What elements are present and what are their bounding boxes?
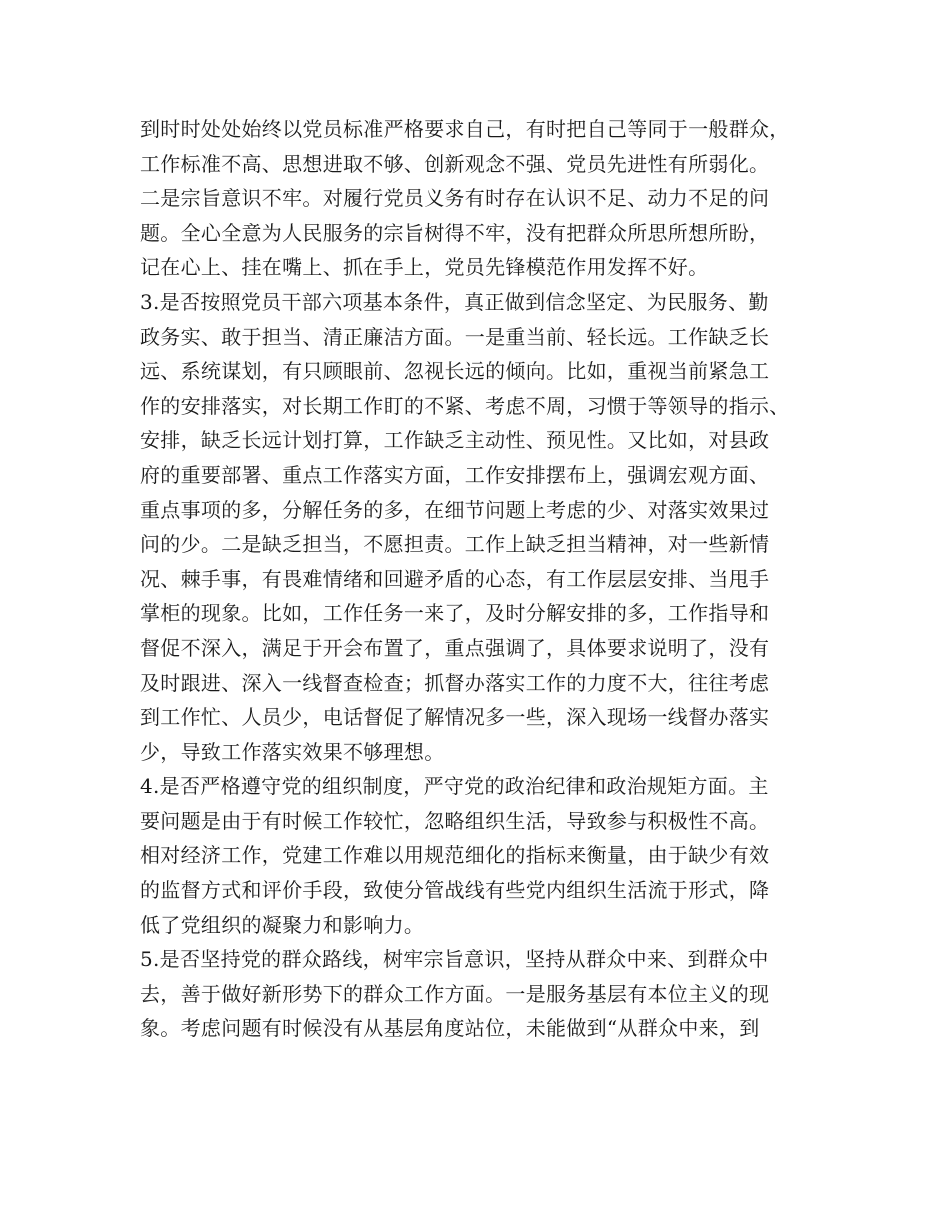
text-line: 掌柜的现象。比如，工作任务一来了，及时分解安排的多，工作指导和: [140, 601, 770, 626]
text-line: 工作标准不高、思想进取不够、创新观念不强、党员先进性有所弱化。: [140, 151, 770, 176]
text-line: 4.是否严格遵守党的组织制度，严守党的政治纪律和政治规矩方面。主: [140, 774, 769, 799]
text-line: 5.是否坚持党的群众路线，树牢宗旨意识，坚持从群众中来、到群众中: [140, 947, 769, 972]
text-line: 要问题是由于有时候工作较忙，忽略组织生活，导致参与积极性不高。: [140, 808, 770, 833]
text-line: 3.是否按照党员干部六项基本条件，真正做到信念坚定、为民服务、勤: [140, 289, 769, 314]
text-line: 重点事项的多，分解任务的多，在细节问题上考虑的少、对落实效果过: [140, 497, 770, 522]
text-line: 问的少。二是缺乏担当，不愿担责。工作上缺乏担当精神，对一些新情: [140, 532, 770, 557]
text-line: 府的重要部署、重点工作落实方面，工作安排摆布上，强调宏观方面、: [140, 462, 770, 487]
text-line: 记在心上、挂在嘴上、抓在手上，党员先锋模范作用发挥不好。: [140, 255, 709, 280]
text-line: 的监督方式和评价手段，致使分管战线有些党内组织生活流于形式，降: [140, 878, 770, 903]
text-line: 题。全心全意为人民服务的宗旨树得不牢，没有把群众所思所想所盼，: [140, 220, 770, 245]
text-line: 低了党组织的凝聚力和影响力。: [140, 912, 425, 937]
text-line: 相对经济工作，党建工作难以用规范细化的指标来衡量，由于缺少有效: [140, 843, 770, 868]
text-line: 到工作忙、人员少，电话督促了解情况多一些，深入现场一线督办落实: [140, 705, 770, 730]
text-line: 少，导致工作落实效果不够理想。: [140, 739, 445, 764]
text-line: 及时跟进、深入一线督查检查；抓督办落实工作的力度不大，往往考虑: [140, 670, 770, 695]
text-line: 况、棘手事，有畏难情绪和回避矛盾的心态，有工作层层安排、当甩手: [140, 566, 770, 591]
text-line: 作的安排落实，对长期工作盯的不紧、考虑不周，习惯于等领导的指示、: [140, 393, 790, 418]
body-text: [140, 112, 830, 1046]
text-line: 安排，缺乏长远计划打算，工作缺乏主动性、预见性。又比如，对县政: [140, 428, 770, 453]
text-line: 二是宗旨意识不牢。对履行党员义务有时存在认识不足、动力不足的问: [140, 186, 770, 211]
text-line: 远、系统谋划，有只顾眼前、忽视长远的倾向。比如，重视当前紧急工: [140, 359, 770, 384]
text-line: 督促不深入，满足于开会布置了，重点强调了，具体要求说明了，没有: [140, 635, 770, 660]
text-line: 去，善于做好新形势下的群众工作方面。一是服务基层有本位主义的现: [140, 981, 770, 1006]
text-line: 政务实、敢于担当、清正廉洁方面。一是重当前、轻长远。工作缺乏长: [140, 324, 770, 349]
text-line: 到时时处处始终以党员标准严格要求自己，有时把自己等同于一般群众，: [140, 117, 790, 141]
text-line: 象。考虑问题有时候没有从基层角度站位，未能做到“从群众中来，到: [140, 1016, 760, 1041]
